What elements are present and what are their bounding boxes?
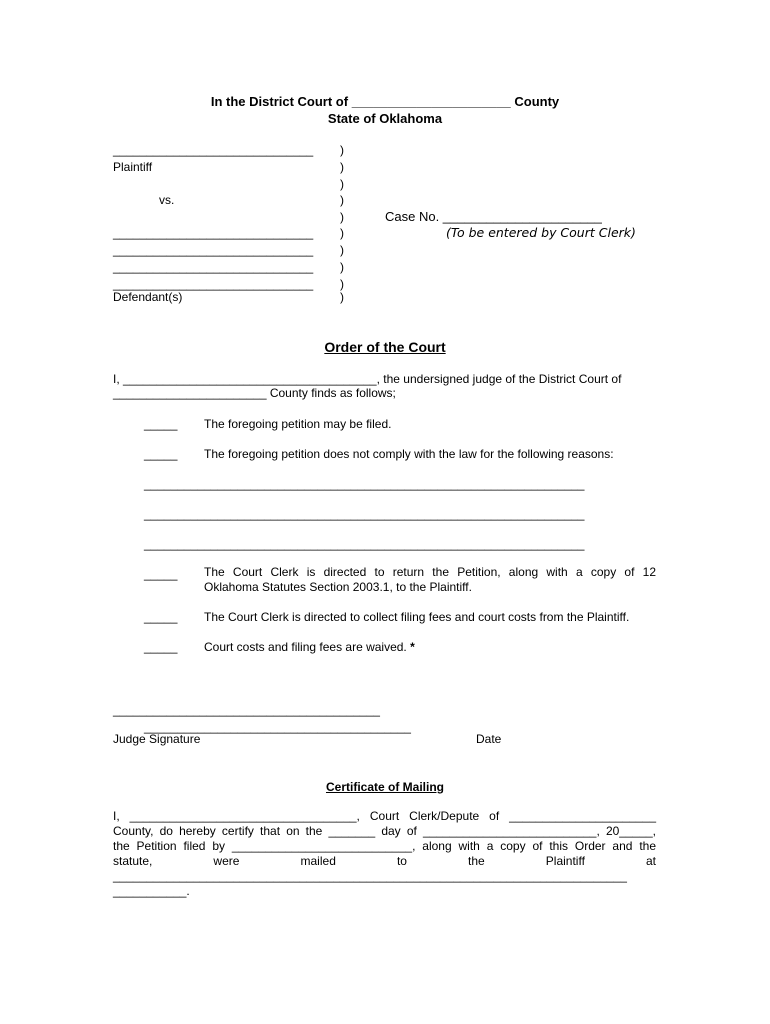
plaintiff-blank: ______________________________ [113, 143, 314, 157]
case-number-note: (To be entered by Court Clerk) [446, 225, 636, 240]
certificate-line-3: the Petition filed by ___________________________, along with a copy of this Order and the [113, 839, 656, 853]
certificate-line-2: County, do hereby certify that on the _______ day of __________________________, 20_____, [113, 824, 656, 838]
item-1-text: The foregoing petition may be filed. [204, 417, 392, 431]
item-4-text: The Court Clerk is directed to collect filing fees and court costs from the Plaintiff. [204, 610, 630, 624]
state-heading: State of Oklahoma [327, 111, 443, 126]
reason-line-2: __________________________________________________________________ [144, 507, 585, 521]
item-3-line-1: The Court Clerk is directed to return the Petition, along with a copy of 12 [204, 565, 656, 579]
item-5-check-blank: _____ [144, 640, 178, 654]
order-intro-line-1: I, ______________________________________, the undersigned judge of the District Court of [113, 372, 622, 386]
date-label: Date [476, 732, 502, 746]
defendant-label: Defendant(s) [113, 290, 183, 304]
caption-paren: ) [340, 193, 344, 207]
caption-paren: ) [340, 210, 344, 224]
reason-line-1: __________________________________________________________________ [144, 477, 585, 491]
certificate-title: Certificate of Mailing [325, 780, 444, 794]
certificate-line-4: statute, were mailed to the Plaintiff at [113, 854, 656, 868]
item-3-line-2: Oklahoma Statutes Section 2003.1, to the Plaintiff. [204, 580, 472, 594]
plaintiff-label: Plaintiff [113, 160, 153, 174]
order-intro-line-2: _______________________ County finds as follows; [113, 386, 396, 400]
item-2-text: The foregoing petition does not comply with the law for the following reasons: [204, 447, 614, 461]
item-3-check-blank: _____ [144, 567, 178, 581]
caption-paren: ) [340, 177, 344, 191]
defendant-blank-2: ______________________________ [113, 243, 314, 257]
court-heading: In the District Court of ______________________ County [210, 94, 560, 109]
signature-line-1: ________________________________________ [113, 703, 380, 717]
signature-line-2: ________________________________________ [144, 720, 411, 734]
caption-paren: ) [340, 290, 344, 304]
item-2-check-blank: _____ [144, 447, 178, 461]
asterisk-mark: * [406, 640, 415, 654]
reason-line-3: __________________________________________________________________ [144, 537, 585, 551]
caption-paren: ) [340, 160, 344, 174]
caption-paren: ) [340, 243, 344, 257]
defendant-blank-4: ______________________________ [113, 277, 314, 291]
certificate-line-6: ___________. [113, 884, 190, 898]
caption-paren: ) [340, 260, 344, 274]
judge-signature-label: Judge Signature [113, 732, 201, 746]
case-number-field: Case No. ______________________ [385, 209, 602, 224]
defendant-blank-1: ______________________________ [113, 226, 314, 240]
caption-paren: ) [340, 226, 344, 240]
caption-paren: ) [340, 277, 344, 291]
item-4-check-blank: _____ [144, 610, 178, 624]
order-title: Order of the Court [324, 339, 446, 355]
caption-paren: ) [340, 143, 344, 157]
vs-label: vs. [159, 193, 175, 207]
certificate-line-1: I, __________________________________, Court Clerk/Depute of ______________________ [113, 809, 656, 823]
certificate-line-5: _____________________________________________________________________________ [113, 869, 627, 883]
item-1-check-blank: _____ [144, 417, 178, 431]
item-5-text: Court costs and filing fees are waived. * [204, 640, 415, 654]
defendant-blank-3: ______________________________ [113, 260, 314, 274]
